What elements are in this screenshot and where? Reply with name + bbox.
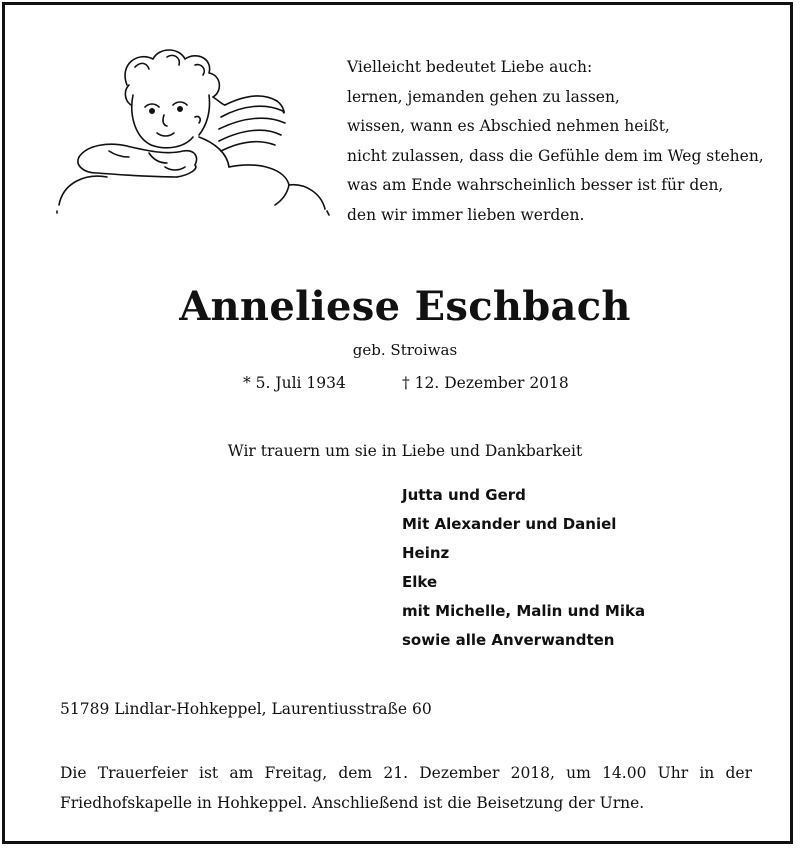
poem-line: den wir immer lieben werden. — [347, 205, 585, 224]
death-date: † 12. Dezember 2018 — [402, 374, 569, 392]
family-member: mit Michelle, Malin und Mika — [402, 602, 646, 620]
mourning-line: Wir trauern um sie in Liebe und Dankbarkeit — [227, 442, 583, 460]
family-member: Elke — [402, 573, 438, 591]
cherub-angel-icon — [49, 45, 334, 220]
family-member: Jutta und Gerd — [402, 486, 526, 504]
family-list — [402, 481, 645, 655]
family-member: Heinz — [402, 544, 450, 562]
poem — [347, 53, 767, 230]
obituary-frame — [2, 2, 793, 844]
poem-line: was am Ende wahrscheinlich besser ist für den, — [347, 176, 724, 194]
poem-line: lernen, jemanden gehen zu lassen, — [347, 87, 620, 106]
family-member: sowie alle Anverwandten — [402, 631, 615, 649]
deceased-name: Anneliese Eschbach — [179, 283, 631, 330]
poem-line: nicht zulassen, dass die Gefühle dem im Weg stehen, — [347, 146, 764, 165]
funeral-notice: Die Trauerfeier ist am Freitag, dem 21. Dezember 2018, um 14.00 Uhr in der Friedhofskapelle in Hohkeppel. Anschließend ist die Beisetzung der Urne. — [60, 764, 752, 812]
poem-line: Vielleicht bedeutet Liebe auch: — [347, 58, 593, 76]
maiden-name: geb. Stroiwas — [352, 341, 458, 359]
birth-date: * 5. Juli 1934 — [243, 374, 346, 392]
family-member: Mit Alexander und Daniel — [402, 515, 617, 533]
address: 51789 Lindlar-Hohkeppel, Laurentiusstraße 60 — [60, 700, 432, 718]
poem-line: wissen, wann es Abschied nehmen heißt, — [347, 117, 670, 135]
